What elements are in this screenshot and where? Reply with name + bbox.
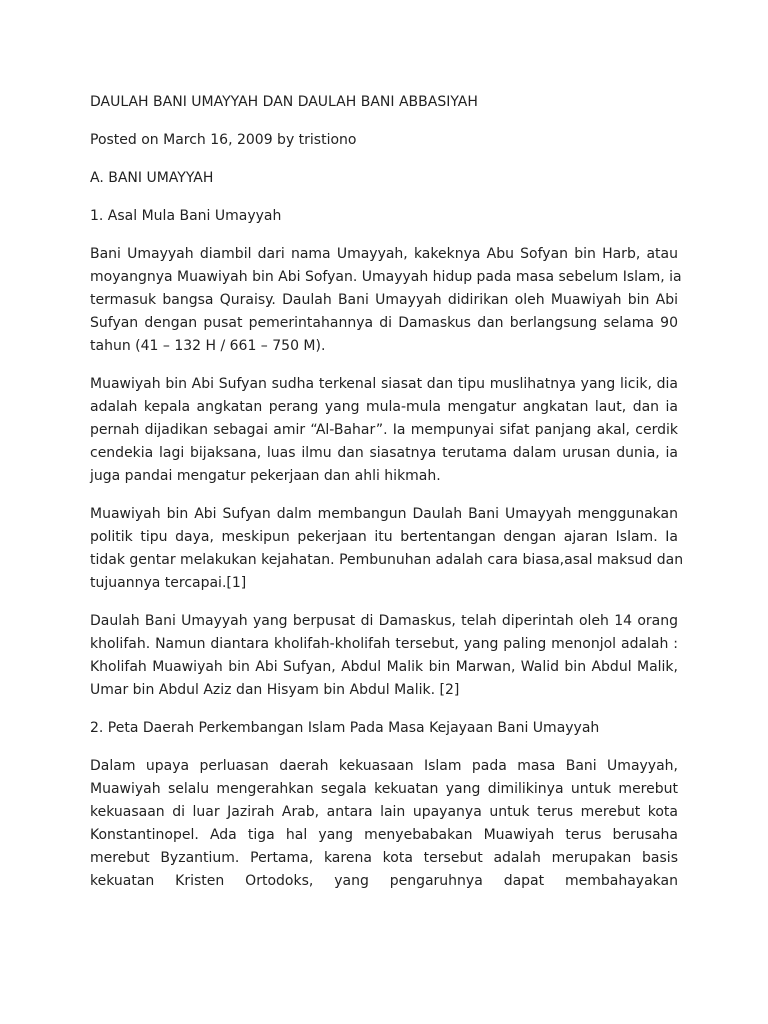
paragraph-line: tidak gentar melakukan kejahatan. Pembunuhan adalah cara biasa,asal maksud dan bbox=[90, 552, 684, 568]
paragraph-line: cendekia lagi bijaksana, luas ilmu dan siasatnya terutama dalam urusan dunia, ia bbox=[90, 445, 678, 461]
paragraph-line: termasuk bangsa Quraisy. Daulah Bani Umayyah didirikan oleh Muawiyah bin Abi bbox=[90, 292, 678, 308]
paragraph-line: adalah kepala angkatan perang yang mula-mula mengatur angkatan laut, dan ia bbox=[90, 399, 678, 415]
paragraph-muawiyah-character bbox=[90, 373, 678, 488]
post-byline: Posted on March 16, 2009 by tristiono bbox=[90, 132, 357, 148]
paragraph-line: Muawiyah bin Abi Sufyan sudha terkenal siasat dan tipu muslihatnya yang licik, dia bbox=[90, 376, 678, 392]
paragraph-line: merebut Byzantium. Pertama, karena kota tersebut adalah merupakan basis bbox=[90, 850, 678, 866]
paragraph-line: tujuannya tercapai.[1] bbox=[90, 575, 247, 591]
paragraph-line: Muawiyah bin Abi Sufyan dalm membangun Daulah Bani Umayyah menggunakan bbox=[90, 506, 678, 522]
paragraph-line: Muawiyah selalu mengerahkan segala kekuatan yang dimilikinya untuk merebut bbox=[90, 781, 678, 797]
paragraph-line: politik tipu daya, meskipun pekerjaan itu bertentangan dengan ajaran Islam. Ia bbox=[90, 529, 678, 545]
paragraph-line: Dalam upaya perluasan daerah kekuasaan Islam pada masa Bani Umayyah, bbox=[90, 758, 678, 774]
paragraph-line: Umar bin Abdul Aziz dan Hisyam bin Abdul Malik. [2] bbox=[90, 682, 460, 698]
paragraph-line: Bani Umayyah diambil dari nama Umayyah, kakeknya Abu Sofyan bin Harb, atau bbox=[90, 246, 678, 262]
paragraph-line: pernah dijadikan sebagai amir “Al-Bahar”. Ia mempunyai sifat panjang akal, cerdik bbox=[90, 422, 678, 438]
paragraph-line: kholifah. Namun diantara kholifah-kholifah tersebut, yang paling menonjol adalah : bbox=[90, 636, 678, 652]
subsection-heading-origin: 1. Asal Mula Bani Umayyah bbox=[90, 208, 282, 224]
paragraph-line: Kholifah Muawiyah bin Abi Sufyan, Abdul Malik bin Marwan, Walid bin Abdul Malik, bbox=[90, 659, 678, 675]
paragraph-line: moyangnya Muawiyah bin Abi Sofyan. Umayyah hidup pada masa sebelum Islam, ia bbox=[90, 269, 682, 285]
document-title: DAULAH BANI UMAYYAH DAN DAULAH BANI ABBASIYAH bbox=[90, 94, 478, 110]
paragraph-line: kekuatan Kristen Ortodoks, yang pengaruhnya dapat membahayakan bbox=[90, 873, 678, 889]
document-page bbox=[90, 91, 684, 908]
paragraph-line: Sufyan dengan pusat pemerintahannya di Damaskus dan berlangsung selama 90 bbox=[90, 315, 678, 331]
paragraph-line: Konstantinopel. Ada tiga hal yang menyebabakan Muawiyah terus berusaha bbox=[90, 827, 678, 843]
paragraph-line: Daulah Bani Umayyah yang berpusat di Damaskus, telah diperintah oleh 14 orang bbox=[90, 613, 678, 629]
paragraph-origin bbox=[90, 243, 682, 358]
paragraph-line: kekuasaan di luar Jazirah Arab, antara lain upayanya untuk terus merebut kota bbox=[90, 804, 678, 820]
paragraph-line: juga pandai mengatur pekerjaan dan ahli hikmah. bbox=[90, 468, 441, 484]
paragraph-muawiyah-politics bbox=[90, 503, 684, 595]
paragraph-expansion bbox=[90, 755, 678, 893]
paragraph-caliphs bbox=[90, 610, 678, 702]
paragraph-line: tahun (41 – 132 H / 661 – 750 M). bbox=[90, 338, 326, 354]
section-heading: A. BANI UMAYYAH bbox=[90, 170, 214, 186]
subsection-heading-map: 2. Peta Daerah Perkembangan Islam Pada Masa Kejayaan Bani Umayyah bbox=[90, 720, 600, 736]
